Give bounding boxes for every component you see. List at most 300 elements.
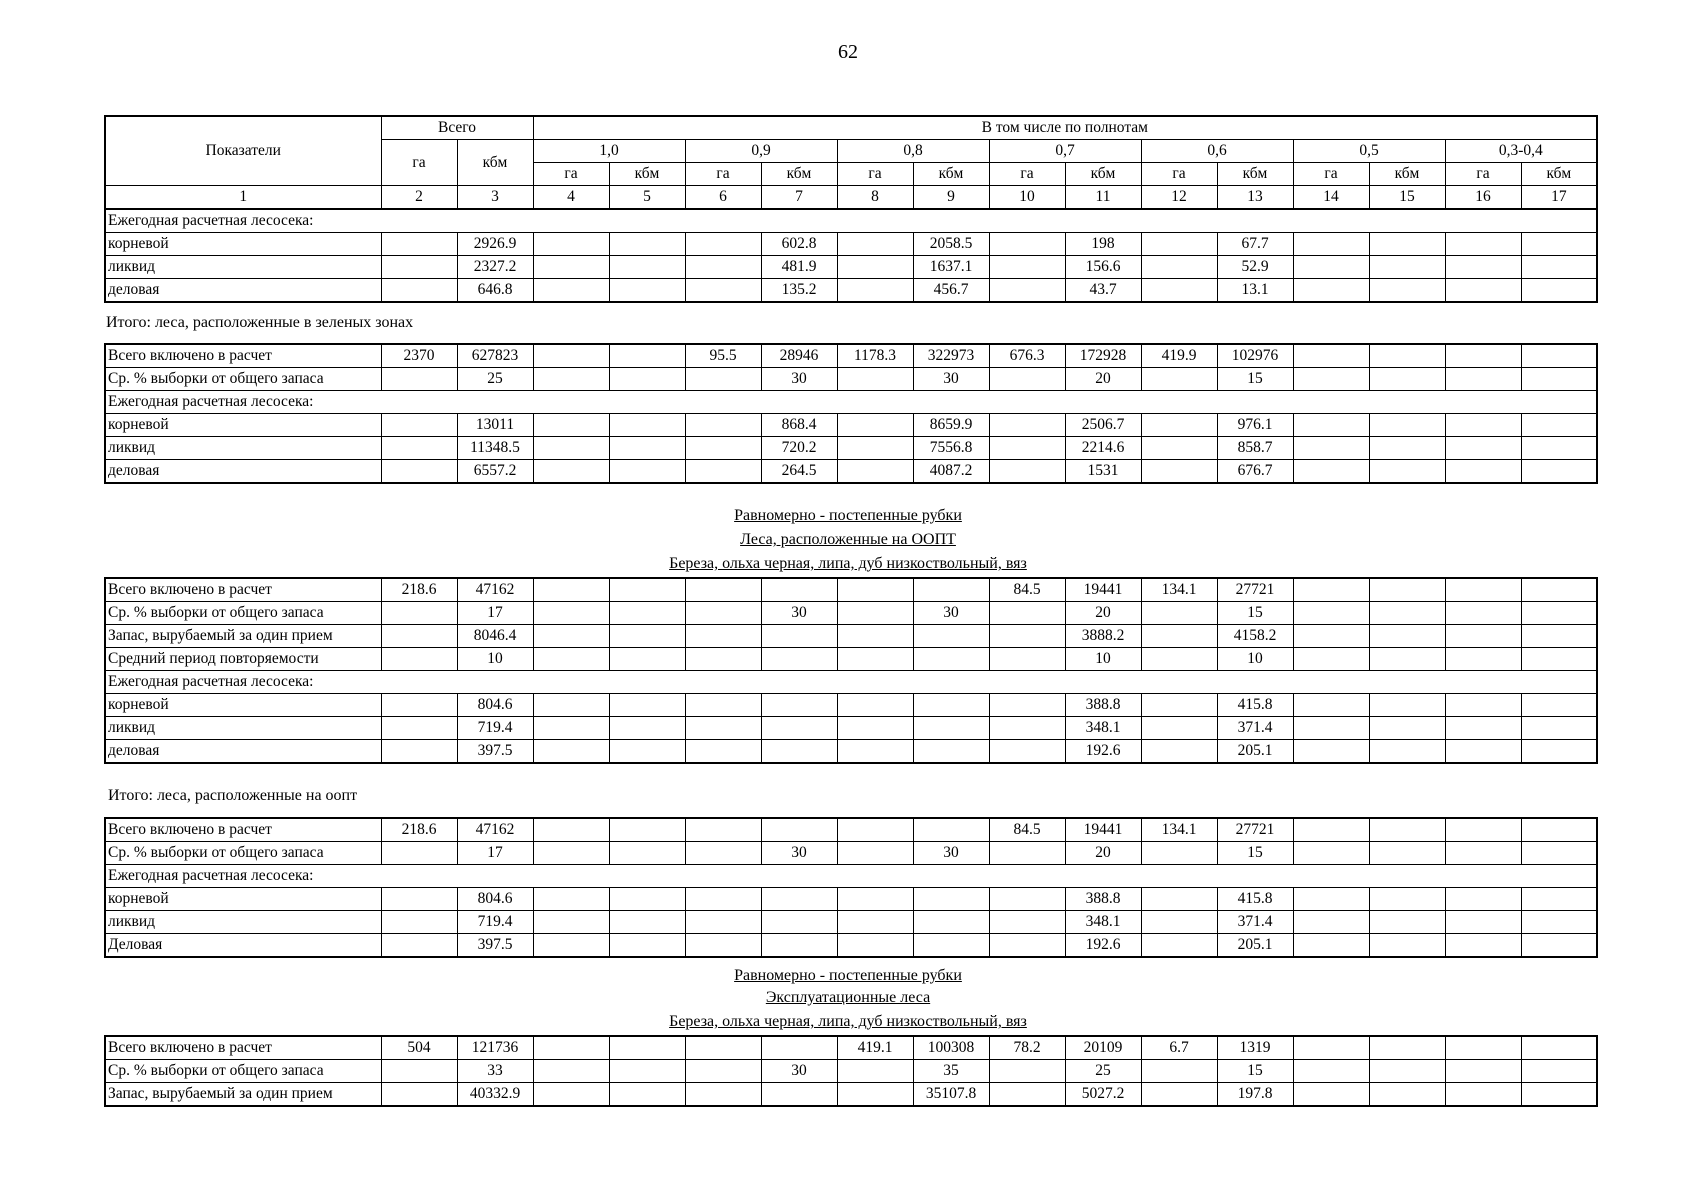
table-cell [913, 209, 989, 233]
table-cell [685, 934, 761, 958]
table-cell [1521, 437, 1597, 460]
table-cell [989, 256, 1065, 279]
table-row [105, 460, 1597, 484]
table-cell [1521, 256, 1597, 279]
unit-ha-header: га [1445, 163, 1521, 186]
table-cell [1141, 256, 1217, 279]
table-cell [761, 694, 837, 717]
table-cell: 6557.2 [457, 460, 533, 484]
table-cell [609, 648, 685, 671]
column-number: 15 [1369, 186, 1445, 210]
table-cell [381, 648, 457, 671]
table-cell [609, 233, 685, 256]
table-row [105, 818, 1597, 842]
table-cell [1369, 460, 1445, 484]
table-cell: 15 [1217, 368, 1293, 391]
table-cell [1521, 648, 1597, 671]
table-cell: 2058.5 [913, 233, 989, 256]
table-cell [533, 934, 609, 958]
table-cell [761, 911, 837, 934]
table-cell [761, 740, 837, 764]
table-cell: 388.8 [1065, 694, 1141, 717]
table-row [105, 256, 1597, 279]
row-label: деловая [105, 279, 381, 303]
table-cell: 205.1 [1217, 934, 1293, 958]
table-cell: 419.1 [837, 1036, 913, 1060]
table-cell: 198 [1065, 233, 1141, 256]
table-cell [1369, 1083, 1445, 1107]
table-cell [837, 911, 913, 934]
table-cell [761, 717, 837, 740]
table-cell [685, 717, 761, 740]
table-cell [1141, 911, 1217, 934]
table-cell [381, 233, 457, 256]
table-cell [381, 437, 457, 460]
table-cell [989, 368, 1065, 391]
table-cell [1445, 391, 1521, 414]
table-cell [1293, 934, 1369, 958]
table-cell [761, 1036, 837, 1060]
table-cell [1369, 625, 1445, 648]
row-label: ликвид [105, 911, 381, 934]
table-row [105, 391, 1597, 414]
table-cell [381, 865, 457, 888]
table-cell [533, 578, 609, 602]
table-cell [1445, 740, 1521, 764]
table-cell [685, 1036, 761, 1060]
table-cell: 397.5 [457, 934, 533, 958]
table-cell [913, 578, 989, 602]
table-cell: 20 [1065, 842, 1141, 865]
table-cell [609, 694, 685, 717]
row-label: Ср. % выборки от общего запаса [105, 602, 381, 625]
caption-1-line-3: Береза, ольха черная, липа, дуб низкоствольный, вяз [669, 555, 1027, 572]
table-cell [533, 256, 609, 279]
table-cell: 804.6 [457, 888, 533, 911]
table-cell [609, 740, 685, 764]
table-header-block [104, 115, 1598, 303]
unit-kbm-header: кбм [1065, 163, 1141, 186]
table-cell [1521, 1036, 1597, 1060]
table-cell: 1531 [1065, 460, 1141, 484]
column-number: 8 [837, 186, 913, 210]
table-cell [609, 842, 685, 865]
table-cell: 5027.2 [1065, 1083, 1141, 1107]
table-cell [1521, 740, 1597, 764]
table-cell [609, 818, 685, 842]
table-cell [1369, 740, 1445, 764]
row-label: Ежегодная расчетная лесосека: [105, 865, 381, 888]
table-cell: 13011 [457, 414, 533, 437]
column-number: 7 [761, 186, 837, 210]
table-cell [533, 818, 609, 842]
total-ha-header: га [381, 140, 457, 186]
table-cell [381, 256, 457, 279]
table-cell [1369, 717, 1445, 740]
column-number: 13 [1217, 186, 1293, 210]
table-cell: 156.6 [1065, 256, 1141, 279]
table-cell [685, 671, 761, 694]
unit-kbm-header: кбм [1369, 163, 1445, 186]
indicators-header: Показатели [105, 116, 381, 186]
caption-2-line-3: Береза, ольха черная, липа, дуб низкоствольный, вяз [669, 1013, 1027, 1030]
table-cell [381, 414, 457, 437]
table-cell: 15 [1217, 602, 1293, 625]
table-cell [533, 717, 609, 740]
table-cell [1521, 460, 1597, 484]
table-cell [1369, 256, 1445, 279]
row-label: Запас, вырубаемый за один прием [105, 625, 381, 648]
unit-kbm-header: кбм [913, 163, 989, 186]
table-row [105, 279, 1597, 303]
table-cell [533, 279, 609, 303]
unit-kbm-header: кбм [609, 163, 685, 186]
table-cell [685, 1083, 761, 1107]
table-cell: 84.5 [989, 578, 1065, 602]
table-cell [1293, 842, 1369, 865]
column-number: 2 [381, 186, 457, 210]
table-cell: 134.1 [1141, 578, 1217, 602]
table-cell [381, 694, 457, 717]
table-cell [913, 934, 989, 958]
table-cell [1141, 648, 1217, 671]
table-cell [1445, 279, 1521, 303]
table-cell [1141, 437, 1217, 460]
table-cell [1217, 671, 1293, 694]
table-cell [685, 625, 761, 648]
table-cell [837, 460, 913, 484]
table-cell [1293, 911, 1369, 934]
table-cell [609, 578, 685, 602]
table-cell: 30 [761, 842, 837, 865]
table-cell: 30 [761, 1060, 837, 1083]
row-label: деловая [105, 460, 381, 484]
table-cell [533, 209, 609, 233]
table-cell [989, 648, 1065, 671]
table-cell [837, 625, 913, 648]
table-cell: 134.1 [1141, 818, 1217, 842]
table-cell [609, 368, 685, 391]
table-cell [1217, 209, 1293, 233]
table-cell [609, 391, 685, 414]
table-cell [1293, 437, 1369, 460]
table-row [105, 368, 1597, 391]
density-header: 0,6 [1141, 140, 1293, 163]
table-cell [1293, 671, 1369, 694]
table-cell [761, 671, 837, 694]
table-cell: 17 [457, 602, 533, 625]
table-cell [1445, 888, 1521, 911]
table-cell [609, 1060, 685, 1083]
table-cell [685, 865, 761, 888]
table-cell [685, 437, 761, 460]
column-number: 10 [989, 186, 1065, 210]
column-number: 11 [1065, 186, 1141, 210]
table-cell [1521, 717, 1597, 740]
table-cell [685, 414, 761, 437]
table-cell [1445, 578, 1521, 602]
row-label: ликвид [105, 256, 381, 279]
table-cell: 67.7 [1217, 233, 1293, 256]
table-cell: 481.9 [761, 256, 837, 279]
table-cell [837, 578, 913, 602]
table-cell [913, 671, 989, 694]
density-header: 0,7 [989, 140, 1141, 163]
table-cell [1369, 233, 1445, 256]
table-cell: 322973 [913, 344, 989, 368]
table-row [105, 1036, 1597, 1060]
table-block-5 [104, 1035, 1598, 1107]
table-cell [1065, 865, 1141, 888]
table-cell: 30 [913, 602, 989, 625]
table-cell [1521, 818, 1597, 842]
table-cell [1293, 1036, 1369, 1060]
density-header: 0,5 [1293, 140, 1445, 163]
table-cell [381, 625, 457, 648]
table-cell [913, 740, 989, 764]
table-cell [533, 671, 609, 694]
table-cell [1521, 934, 1597, 958]
note-green-zones: Итого: леса, расположенные в зеленых зонах [106, 314, 414, 331]
table-cell: 1319 [1217, 1036, 1293, 1060]
table-cell [533, 648, 609, 671]
table-cell [1521, 414, 1597, 437]
table-cell [609, 344, 685, 368]
unit-ha-header: га [989, 163, 1065, 186]
table-cell [533, 460, 609, 484]
table-cell [685, 842, 761, 865]
table-cell [1445, 1083, 1521, 1107]
table-cell [685, 256, 761, 279]
table-cell [533, 368, 609, 391]
table-cell [837, 233, 913, 256]
table-cell [1141, 625, 1217, 648]
table-cell [685, 740, 761, 764]
table-cell [913, 818, 989, 842]
table-cell [989, 414, 1065, 437]
table-cell: 11348.5 [457, 437, 533, 460]
table-cell [1141, 368, 1217, 391]
table-cell [1293, 625, 1369, 648]
table-cell [609, 602, 685, 625]
table-cell [533, 1060, 609, 1083]
table-cell [1521, 602, 1597, 625]
table-cell [913, 694, 989, 717]
table-row [105, 209, 1597, 233]
table-cell: 52.9 [1217, 256, 1293, 279]
table-cell [1521, 391, 1597, 414]
table-cell [1369, 888, 1445, 911]
table-cell [1445, 602, 1521, 625]
table-cell [989, 694, 1065, 717]
table-cell [533, 740, 609, 764]
table-cell [837, 1083, 913, 1107]
by-density-header: В том числе по полнотам [533, 116, 1597, 140]
table-cell: 33 [457, 1060, 533, 1083]
column-number: 4 [533, 186, 609, 210]
table-cell: 8659.9 [913, 414, 989, 437]
table-cell [609, 1083, 685, 1107]
table-row [105, 602, 1597, 625]
table-row [105, 1060, 1597, 1083]
unit-kbm-header: кбм [761, 163, 837, 186]
table-cell [1445, 625, 1521, 648]
table-cell [989, 934, 1065, 958]
table-cell: 602.8 [761, 233, 837, 256]
table-cell [1141, 279, 1217, 303]
table-cell [989, 279, 1065, 303]
table-cell: 43.7 [1065, 279, 1141, 303]
density-header: 1,0 [533, 140, 685, 163]
table-row [105, 414, 1597, 437]
table-row [105, 1083, 1597, 1107]
table-cell: 20 [1065, 602, 1141, 625]
table-cell [1369, 279, 1445, 303]
table-cell: 205.1 [1217, 740, 1293, 764]
table-cell [989, 842, 1065, 865]
table-cell [457, 865, 533, 888]
table-cell [1141, 934, 1217, 958]
table-cell: 218.6 [381, 578, 457, 602]
caption-2-line-2: Эксплуатационные леса [765, 989, 931, 1006]
table-cell [1293, 391, 1369, 414]
table-cell: 17 [457, 842, 533, 865]
table-cell [837, 888, 913, 911]
table-block-2 [104, 343, 1598, 484]
table-cell: 13.1 [1217, 279, 1293, 303]
total-kbm-header: кбм [457, 140, 533, 186]
table-cell [1293, 740, 1369, 764]
table-cell [533, 414, 609, 437]
table-cell: 28946 [761, 344, 837, 368]
table-cell [685, 911, 761, 934]
table-cell [1521, 625, 1597, 648]
table-cell [1445, 865, 1521, 888]
table-cell [761, 391, 837, 414]
table-cell: 676.7 [1217, 460, 1293, 484]
table-cell [1141, 717, 1217, 740]
table-cell [533, 344, 609, 368]
table-cell [989, 717, 1065, 740]
table-row [105, 911, 1597, 934]
table-cell: 95.5 [685, 344, 761, 368]
table-cell [533, 602, 609, 625]
table-cell [1065, 209, 1141, 233]
table-cell [609, 671, 685, 694]
table-cell [837, 368, 913, 391]
row-label: Средний период повторяемости [105, 648, 381, 671]
table-cell: 627823 [457, 344, 533, 368]
table-cell: 3888.2 [1065, 625, 1141, 648]
table-row [105, 625, 1597, 648]
table-cell [609, 934, 685, 958]
table-cell [685, 460, 761, 484]
table-cell: 172928 [1065, 344, 1141, 368]
row-label: Всего включено в расчет [105, 1036, 381, 1060]
table-cell [381, 888, 457, 911]
table-cell [913, 888, 989, 911]
table-cell [533, 842, 609, 865]
table-cell [1369, 368, 1445, 391]
table-cell: 1637.1 [913, 256, 989, 279]
table-cell [913, 648, 989, 671]
table-cell [1445, 694, 1521, 717]
table-cell [609, 209, 685, 233]
density-header: 0,3-0,4 [1445, 140, 1597, 163]
table-cell [1293, 460, 1369, 484]
unit-kbm-header: кбм [1521, 163, 1597, 186]
column-number: 9 [913, 186, 989, 210]
table-cell [685, 888, 761, 911]
table-cell [1521, 911, 1597, 934]
table-cell: 7556.8 [913, 437, 989, 460]
table-cell [381, 391, 457, 414]
table-cell [1445, 344, 1521, 368]
page-number: 62 [838, 41, 858, 63]
table-cell: 30 [761, 602, 837, 625]
table-cell: 10 [457, 648, 533, 671]
table-cell [837, 740, 913, 764]
table-cell [1293, 602, 1369, 625]
density-header: 0,9 [685, 140, 837, 163]
table-cell [1445, 717, 1521, 740]
table-cell: 371.4 [1217, 911, 1293, 934]
table-cell [533, 391, 609, 414]
table-cell [837, 256, 913, 279]
block-1-rows [105, 209, 1597, 302]
unit-ha-header: га [837, 163, 913, 186]
table-cell [1521, 865, 1597, 888]
table-cell [1217, 391, 1293, 414]
table-cell [761, 934, 837, 958]
table-cell [685, 209, 761, 233]
table-cell: 20109 [1065, 1036, 1141, 1060]
table-cell [533, 625, 609, 648]
table-cell: 192.6 [1065, 934, 1141, 958]
table-cell: 348.1 [1065, 911, 1141, 934]
table-cell [1445, 256, 1521, 279]
row-label: корневой [105, 888, 381, 911]
table-row [105, 865, 1597, 888]
table-cell [1141, 414, 1217, 437]
density-header: 0,8 [837, 140, 989, 163]
table-row [105, 694, 1597, 717]
table-cell [1369, 391, 1445, 414]
row-label: корневой [105, 233, 381, 256]
table-cell [381, 717, 457, 740]
table-cell [1293, 818, 1369, 842]
table-cell: 47162 [457, 818, 533, 842]
table-cell [381, 602, 457, 625]
table-cell [381, 460, 457, 484]
column-number: 5 [609, 186, 685, 210]
table-cell [837, 818, 913, 842]
table-cell [1445, 233, 1521, 256]
table-cell [913, 625, 989, 648]
table-cell: 84.5 [989, 818, 1065, 842]
row-label: Запас, вырубаемый за один прием [105, 1083, 381, 1107]
table-cell [989, 460, 1065, 484]
table-cell [837, 279, 913, 303]
table-cell: 719.4 [457, 911, 533, 934]
table-cell [1065, 671, 1141, 694]
table-cell [1369, 209, 1445, 233]
table-cell [1141, 391, 1217, 414]
table-cell [1293, 414, 1369, 437]
row-label: деловая [105, 740, 381, 764]
table-cell [609, 865, 685, 888]
table-row [105, 437, 1597, 460]
